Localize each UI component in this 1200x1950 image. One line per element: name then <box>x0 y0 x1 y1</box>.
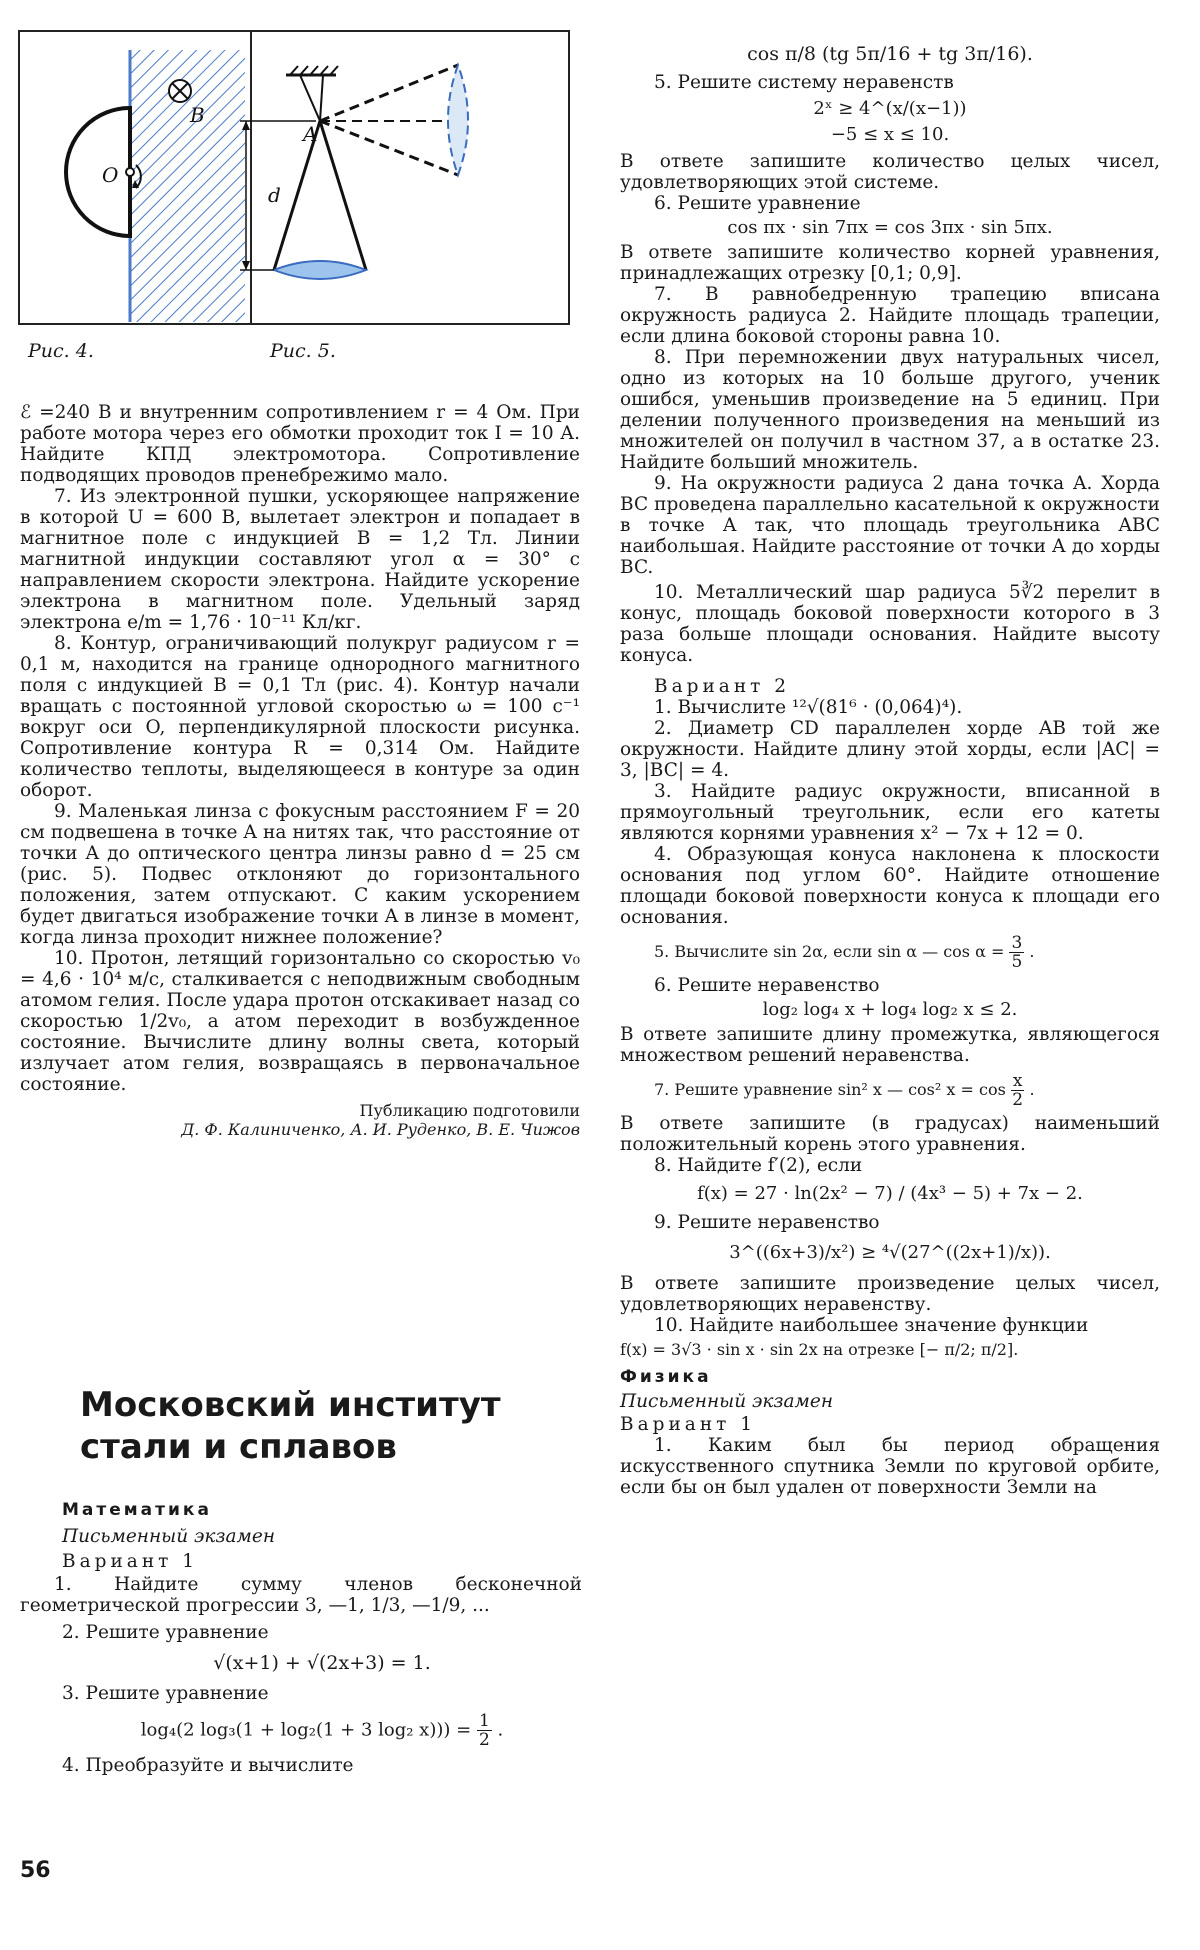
left-column <box>20 402 580 1139</box>
math-v1-q7: 7. В равнобедренную трапецию вписана окружность радиуса 2. Найдите площадь трапеции, если длина боковой стороны равна 10. <box>620 284 1160 347</box>
lens-bottom <box>274 261 366 279</box>
math-v1-q3-fraction <box>477 1712 492 1749</box>
math-v1-q1: 1. Найдите сумму членов бесконечной геометрической прогрессии 3, —1, 1/3, —1/9, ... <box>20 1574 582 1616</box>
math-v2-q10: 10. Найдите наибольшее значение функции <box>654 1315 1089 1336</box>
q3-den: 2 <box>478 1730 490 1750</box>
math-v2-q9-note: В ответе запишите произведение целых чисел, удовлетворяющих неравенству. <box>620 1273 1160 1315</box>
variant-2-label: Вариант 2 <box>654 676 791 697</box>
math-v2-q7-row: 7. Решите уравнение sin² x — cos² x = cos $\frac{x}{2}$ . <box>654 1071 1035 1110</box>
problem-7: 7. Из электронной пушки, ускоряющее напряжение в которой U = 600 В, вылетает электрон и попадает в магнитное поле с индукцией B = 1,2 Тл. Линии магнитной индукции составляют угол α = 30° с направлением скорости электрона. Найдите ускорение электрона в магнитном поле. Удельный заряд электрона e/m = 1,76 · 10⁻¹¹ Кл/кг. <box>20 486 580 633</box>
math-v1-q5-line-1: 2ˣ ≥ 4^(x/(x−1)) <box>813 98 967 119</box>
math-v2-q9: 9. Решите неравенство <box>654 1212 880 1233</box>
math-v2-q5-fraction <box>1009 934 1024 971</box>
math-v2-q7-fraction <box>1011 1072 1025 1109</box>
math-v1-q5-line-2: −5 ≤ x ≤ 10. <box>830 124 950 145</box>
math-v2-q9-equation: 3^((6x+3)/x²) ≥ ⁴√(27^((2x+1)/x)). <box>729 1242 1051 1263</box>
physics-v1-q1: 1. Каким был бы период обращения искусственного спутника Земли по круговой орбите, если бы он был удален от поверхности Земли на <box>620 1435 1160 1498</box>
math-v1-q6-equation: cos πx · sin 7πx = cos 3πx · sin 5πx. <box>727 217 1053 238</box>
variant-1-label: Вариант 1 <box>62 1551 199 1572</box>
math-v2-q5-row: 5. Вычислите sin 2α, если sin α — cos α = $\frac{3}{5}$ . <box>654 933 1035 972</box>
axis-o <box>126 168 134 176</box>
problem-8: 8. Контур, ограничивающий полукруг радиусом r = 0,1 м, находится на границе однородного магнитного поля с индукцией B = 0,1 Тл (рис. 4). Контур начали вращать с постоянной угловой скоростью ω = 100 с⁻¹ вокруг оси O, перпендикулярной плоскости рисунка. Сопротивление контура R = 0,314 Ом. Найдите количество теплоты, выделяющееся в контуре за один оборот. <box>20 633 580 801</box>
thread-right <box>320 121 366 270</box>
math-v1-q3-equation-row: log₄(2 log₃(1 + log₂(1 + 3 log₂ x))) = $\frac{1}{2}$ . <box>140 1711 504 1750</box>
v2q7-den: 2 <box>1012 1090 1024 1110</box>
v2q5-den: 5 <box>1011 952 1023 972</box>
math-section <box>20 1500 582 1776</box>
math-v1-q5: 5. Решите систему неравенств <box>654 72 954 93</box>
math-v1-q9: 9. На окружности радиуса 2 дана точка A. Хорда BC проведена параллельно касательной к окружности в точке A так, что площадь треугольника ABC наибольшая. Найдите расстояние от точки A до хорды BC. <box>620 473 1160 578</box>
figures-panel <box>18 30 578 330</box>
math-v1-q10: 10. Металлический шар радиуса 5∛2 перелит в конус, площадь боковой поверхности которого в 3 раза больше площади основания. Найдите высоту конуса. <box>620 582 1160 666</box>
q3-num: 1 <box>478 1711 490 1731</box>
problem-10: 10. Протон, летящий горизонтально со скоростью v₀ = 4,6 · 10⁴ м/с, сталкивается с неподвижным свободным атомом гелия. После удара протон отскакивает назад со скоростью 1/2v₀, а атом переходит в возбужденное состояние. Вычислите длину волны света, который излучает атом гелия, возвращаясь в первоначальное состояние. <box>20 948 580 1095</box>
credit-line-1: Публикацию подготовили <box>359 1101 580 1120</box>
exam-type: Письменный экзамен <box>62 1526 276 1547</box>
figure-4 <box>66 50 245 322</box>
label-o: O <box>102 163 119 187</box>
page-number: 56 <box>20 1858 51 1883</box>
semicircle-contour <box>66 108 130 236</box>
math-v2-q6-note: В ответе запишите длину промежутка, являющегося множеством решений неравенства. <box>620 1024 1160 1066</box>
math-v2-q2: 2. Диаметр CD параллелен хорде AB той же окружности. Найдите длину этой хорды, если |AC| = 3, |BC| = 4. <box>620 718 1160 781</box>
fig5-caption: Рис. 5. <box>270 340 336 362</box>
math-v1-q4-expression: cos π/8 (tg 5π/16 + tg 3π/16). <box>747 43 1033 65</box>
dashed-thread-top <box>320 65 458 121</box>
math-v1-q4: 4. Преобразуйте и вычислите <box>62 1755 354 1776</box>
math-v1-q8: 8. При перемножении двух натуральных чисел, одно из которых на 10 больше другого, ученик ошибся, уменьшив произведение на 5 единиц. При делении полученного произведения на меньший из множителей он получил в частном 37, а в остатке 23. Найдите больший множитель. <box>620 347 1160 473</box>
math-v2-q6-equation: log₂ log₄ x + log₄ log₂ x ≤ 2. <box>762 999 1018 1020</box>
math-v2-q10-equation: f(x) = 3√3 · sin x · sin 2x на отрезке [− π/2; π/2]. <box>620 1340 1019 1359</box>
physics-exam-type: Письменный экзамен <box>620 1391 834 1412</box>
label-b: B <box>190 103 205 127</box>
physics-variant-1-label: Вариант 1 <box>620 1414 757 1435</box>
credit-line-2: Д. Ф. Калиниченко, А. И. Руденко, В. Е. Чижов <box>181 1120 580 1139</box>
math-v2-q6: 6. Решите неравенство <box>654 975 880 996</box>
figure-5 <box>240 65 468 279</box>
math-v2-q3: 3. Найдите радиус окружности, вписанной в прямоугольный треугольник, если его катеты являются корнями уравнения x² − 7x + 12 = 0. <box>620 781 1160 844</box>
math-v1-q2: 2. Решите уравнение <box>62 1622 269 1643</box>
math-v1-q3-equation: log₄(2 log₃(1 + log₂(1 + 3 log₂ x))) = <box>140 1719 477 1741</box>
lens-horizontal <box>448 65 468 175</box>
subject-math: Математика <box>62 1500 212 1520</box>
math-v2-q4: 4. Образующая конуса наклонена к плоскости основания под углом 60°. Найдите отношение площади боковой поверхности конуса к площади его основания. <box>620 844 1160 928</box>
fig4-caption: Рис. 4. <box>28 340 94 362</box>
math-v1-q6: 6. Решите уравнение <box>654 193 861 214</box>
subject-physics: Физика <box>620 1367 712 1387</box>
math-v2-q1: 1. Вычислите ¹²√(81⁶ · (0,064)⁴). <box>654 697 963 718</box>
institute-heading-line-2: стали и сплавов <box>80 1427 397 1467</box>
label-a: A <box>303 122 318 146</box>
math-v1-q3: 3. Решите уравнение <box>62 1683 269 1704</box>
right-column <box>620 40 1160 1498</box>
math-v1-q6-note: В ответе запишите количество корней уравнения, принадлежащих отрезку [0,1; 0,9]. <box>620 242 1160 284</box>
math-v2-q7: 7. Решите уравнение sin² x — cos² x = cos <box>654 1080 1011 1099</box>
dashed-thread-bottom <box>320 121 458 175</box>
problem-9: 9. Маленькая линза с фокусным расстоянием F = 20 см подвешена в точке A на нитях так, что расстояние от точки A до оптического центра линзы равно d = 25 см (рис. 5). Подвес отклоняют до горизонтального положения, затем отпускают. С каким ускорением будет двигаться изображение точки A в линзе в момент, когда линза проходит нижнее положение? <box>20 801 580 948</box>
label-d: d <box>268 183 281 207</box>
institute-heading-line-1: Московский институт <box>80 1385 501 1425</box>
math-v1-q5-note: В ответе запишите количество целых чисел, удовлетворяющих этой системе. <box>620 151 1160 193</box>
v2q7-num: x <box>1012 1071 1023 1091</box>
math-v2-q8-equation: f(x) = 27 · ln(2x² − 7) / (4x³ − 5) + 7x − 2. <box>697 1183 1083 1204</box>
v2q5-num: 3 <box>1011 933 1023 953</box>
math-v2-q7-note: В ответе запишите (в градусах) наименьший положительный корень этого уравнения. <box>620 1113 1160 1155</box>
math-v2-q8: 8. Найдите f′(2), если <box>654 1155 863 1176</box>
math-v2-q5: 5. Вычислите sin 2α, если sin α — cos α = <box>654 942 1010 961</box>
math-v1-q2-equation: √(x+1) + √(2x+3) = 1. <box>213 1652 431 1674</box>
problem-6-continuation: ℰ =240 В и внутренним сопротивлением r = 4 Ом. При работе мотора через его обмотки проходит ток I = 10 А. Найдите КПД электромотора. Сопротивление подводящих проводов пренебрежимо мало. <box>20 402 580 486</box>
